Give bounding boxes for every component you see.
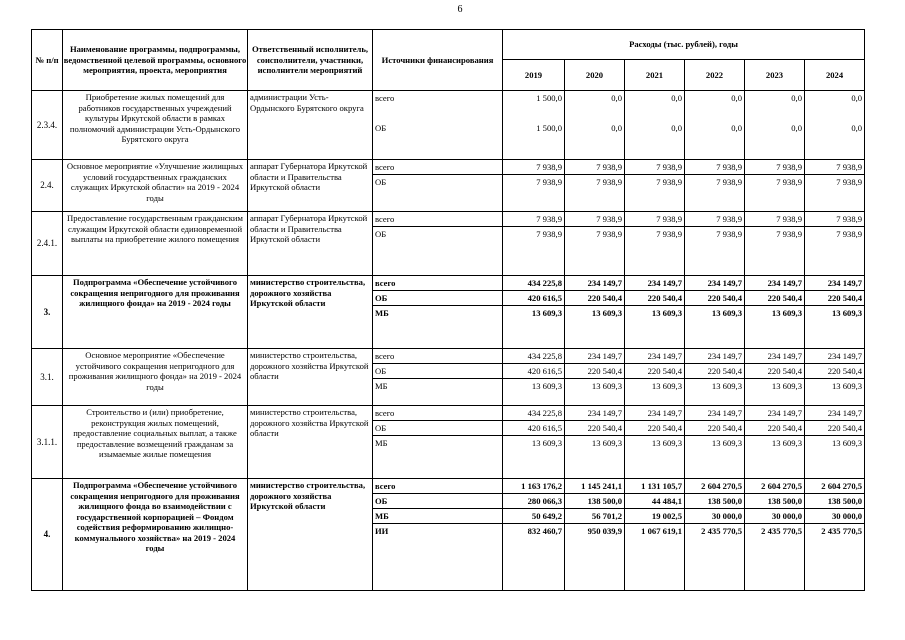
year-values	[565, 160, 625, 212]
year-values	[503, 212, 565, 276]
year-values	[745, 212, 805, 276]
amount-cell: 0,0	[611, 93, 622, 103]
funding-source: всего	[373, 276, 502, 291]
row-responsible: министерство строительства, дорожного хозяйства Иркутской области	[248, 479, 373, 591]
funding-source: всего	[373, 160, 502, 175]
year-values	[685, 212, 745, 276]
amount-cell: 1 163 176,2	[503, 479, 564, 494]
funding-source: ИИ	[375, 526, 389, 536]
amount-cell: 138 500,0	[685, 494, 744, 509]
amount-cell: 44 484,1	[625, 494, 684, 509]
year-values	[745, 349, 805, 406]
year-values	[565, 212, 625, 276]
header-expenses: Расходы (тыс. рублей), годы	[503, 30, 865, 60]
amount-cell: 220 540,4	[565, 291, 624, 306]
amount-cell: 7 938,9	[716, 229, 742, 239]
row-sources	[373, 91, 503, 160]
amount-cell: 13 609,3	[771, 438, 802, 448]
amount-cell: 234 149,7	[745, 349, 804, 364]
amount-cell: 7 938,9	[685, 160, 744, 175]
amount-cell: 13 609,3	[832, 381, 863, 391]
amount-cell: 7 938,9	[503, 160, 564, 175]
amount-cell: 234 149,7	[805, 349, 864, 364]
row-responsible: аппарат Губернатора Иркутской области и Правительства Иркутской области	[248, 212, 373, 276]
year-values	[503, 479, 565, 591]
row-responsible: администрации Усть-Ордынского Бурятского округа	[248, 91, 373, 160]
year-values	[625, 479, 685, 591]
amount-cell: 30 000,0	[805, 509, 864, 524]
row-sources	[373, 349, 503, 406]
year-values	[685, 160, 745, 212]
amount-cell: 7 938,9	[836, 177, 863, 187]
amount-cell: 434 225,8	[503, 349, 564, 364]
amount-cell: 234 149,7	[805, 276, 864, 291]
amount-cell: 220 540,4	[625, 364, 684, 379]
amount-cell: 7 938,9	[836, 229, 863, 239]
row-number: 2.3.4.	[32, 91, 63, 160]
year-values	[565, 406, 625, 479]
amount-cell: 234 149,7	[685, 276, 744, 291]
amount-cell: 832 460,7	[527, 526, 562, 536]
amount-cell: 0,0	[851, 123, 863, 133]
row-responsible: аппарат Губернатора Иркутской области и Правительства Иркутской области	[248, 160, 373, 212]
amount-cell: 0,0	[791, 123, 802, 133]
amount-cell: 234 149,7	[565, 276, 624, 291]
amount-cell: 420 616,5	[503, 364, 564, 379]
header-year: 2021	[625, 60, 685, 91]
amount-cell: 220 540,4	[745, 364, 804, 379]
row-responsible: министерство строительства, дорожного хозяйства Иркутской области	[248, 406, 373, 479]
amount-cell: 0,0	[671, 93, 682, 103]
row-name: Подпрограмма «Обеспечение устойчивого сокращения непригодного для проживания жилищного фонда» на 2019 - 2024 годы	[63, 276, 248, 349]
amount-cell: 7 938,9	[596, 177, 622, 187]
year-values	[503, 276, 565, 349]
year-values	[565, 91, 625, 160]
funding-source: ОБ	[373, 494, 502, 509]
year-values	[745, 406, 805, 479]
amount-cell: 0,0	[611, 123, 622, 133]
amount-cell: 7 938,9	[536, 229, 562, 239]
amount-cell: 7 938,9	[596, 229, 622, 239]
amount-cell: 13 609,3	[771, 381, 802, 391]
amount-cell: 138 500,0	[745, 494, 804, 509]
funding-source: всего	[373, 212, 502, 227]
amount-cell: 0,0	[671, 123, 682, 133]
amount-cell: 1 500,0	[536, 123, 562, 133]
row-sources	[373, 212, 503, 276]
amount-cell: 13 609,3	[771, 308, 802, 318]
amount-cell: 13 609,3	[711, 438, 742, 448]
amount-cell: 7 938,9	[503, 212, 564, 227]
amount-cell: 138 500,0	[805, 494, 864, 509]
row-name: Строительство и (или) приобретение, реконструкция жилых помещений, предоставление социальных выплат, а также предоставление возмещений гражданам за изымаемые жилые помещения	[63, 406, 248, 479]
table-row	[32, 212, 865, 276]
table-row	[32, 91, 865, 160]
amount-cell: 7 938,9	[805, 160, 864, 175]
amount-cell: 420 616,5	[503, 421, 564, 436]
funding-source: ОБ	[373, 364, 502, 379]
funding-source: ОБ	[373, 291, 502, 306]
amount-cell: 280 066,3	[503, 494, 564, 509]
year-values	[625, 406, 685, 479]
header-name: Наименование программы, подпрограммы, ведомственной целевой программы, основного мероприятия, проекта, мероприятия	[63, 30, 248, 91]
funding-source: МБ	[375, 308, 389, 318]
amount-cell: 234 149,7	[685, 349, 744, 364]
amount-cell: 1 500,0	[536, 93, 562, 103]
header-year: 2020	[565, 60, 625, 91]
amount-cell: 234 149,7	[565, 349, 624, 364]
table-row	[32, 479, 865, 591]
funding-source: всего	[373, 406, 502, 421]
amount-cell: 220 540,4	[565, 421, 624, 436]
amount-cell: 7 938,9	[625, 160, 684, 175]
amount-cell: 13 609,3	[591, 308, 622, 318]
amount-cell: 1 067 619,1	[641, 526, 682, 536]
header-year: 2023	[745, 60, 805, 91]
funding-source: МБ	[375, 438, 388, 448]
header-no: № п/п	[32, 30, 63, 91]
amount-cell: 13 609,3	[591, 438, 622, 448]
amount-cell: 0,0	[791, 93, 802, 103]
amount-cell: 1 131 105,7	[625, 479, 684, 494]
funding-source: ОБ	[375, 123, 387, 133]
row-number: 2.4.1.	[32, 212, 63, 276]
year-values	[685, 479, 745, 591]
row-responsible: министерство строительства, дорожного хозяйства Иркутской области	[248, 349, 373, 406]
amount-cell: 13 609,3	[531, 308, 562, 318]
amount-cell: 420 616,5	[503, 291, 564, 306]
table-row	[32, 349, 865, 406]
amount-cell: 2 435 770,5	[821, 526, 863, 536]
row-sources	[373, 276, 503, 349]
amount-cell: 220 540,4	[685, 364, 744, 379]
funding-source: МБ	[373, 509, 502, 524]
amount-cell: 434 225,8	[503, 406, 564, 421]
row-responsible: министерство строительства, дорожного хозяйства Иркутской области	[248, 276, 373, 349]
year-values	[805, 349, 865, 406]
amount-cell: 0,0	[731, 93, 742, 103]
year-values	[805, 276, 865, 349]
year-values	[625, 349, 685, 406]
amount-cell: 234 149,7	[745, 276, 804, 291]
row-name: Приобретение жилых помещений для работников государственных учреждений культуры Иркутской области в рамках полномочий администрации Усть-Ордынского Бурятского округа	[63, 91, 248, 160]
year-values	[625, 212, 685, 276]
funding-source: всего	[373, 349, 502, 364]
amount-cell: 7 938,9	[565, 160, 624, 175]
amount-cell: 220 540,4	[685, 291, 744, 306]
row-number: 3.1.1.	[32, 406, 63, 479]
amount-cell: 220 540,4	[805, 421, 864, 436]
year-values	[625, 160, 685, 212]
row-name: Основное мероприятие «Обеспечение устойчивого сокращения непригодного для проживания жилищного фонда» на 2019 - 2024 годы	[63, 349, 248, 406]
row-name: Основное мероприятие «Улучшение жилищных условий государственных гражданских служащих Иркутской области» на 2019 - 2024 годы	[63, 160, 248, 212]
row-number: 3.	[32, 276, 63, 349]
funding-source: всего	[373, 479, 502, 494]
year-values	[745, 91, 805, 160]
financing-table	[31, 29, 865, 591]
amount-cell: 13 609,3	[711, 381, 742, 391]
row-sources	[373, 406, 503, 479]
funding-source: ОБ	[375, 177, 387, 187]
amount-cell: 220 540,4	[805, 291, 864, 306]
row-name: Предоставление государственным гражданским служащим Иркутской области единовременной выплаты на приобретение жилого помещения	[63, 212, 248, 276]
year-values	[805, 479, 865, 591]
amount-cell: 220 540,4	[685, 421, 744, 436]
amount-cell: 7 938,9	[656, 177, 682, 187]
amount-cell: 19 002,5	[625, 509, 684, 524]
row-number: 4.	[32, 479, 63, 591]
amount-cell: 7 938,9	[745, 160, 804, 175]
year-values	[685, 276, 745, 349]
amount-cell: 50 649,2	[503, 509, 564, 524]
amount-cell: 7 938,9	[656, 229, 682, 239]
amount-cell: 7 938,9	[805, 212, 864, 227]
amount-cell: 30 000,0	[685, 509, 744, 524]
amount-cell: 234 149,7	[625, 406, 684, 421]
amount-cell: 220 540,4	[745, 291, 804, 306]
year-values	[565, 479, 625, 591]
amount-cell: 0,0	[851, 93, 863, 103]
year-values	[625, 91, 685, 160]
amount-cell: 220 540,4	[565, 364, 624, 379]
year-values	[745, 160, 805, 212]
year-values	[503, 406, 565, 479]
amount-cell: 30 000,0	[745, 509, 804, 524]
year-values	[625, 276, 685, 349]
amount-cell: 13 609,3	[651, 381, 682, 391]
amount-cell: 13 609,3	[651, 308, 682, 318]
amount-cell: 234 149,7	[805, 406, 864, 421]
amount-cell: 234 149,7	[565, 406, 624, 421]
year-values	[685, 349, 745, 406]
year-values	[685, 406, 745, 479]
amount-cell: 2 435 770,5	[701, 526, 742, 536]
table-row	[32, 276, 865, 349]
table-row	[32, 160, 865, 212]
amount-cell: 7 938,9	[776, 229, 802, 239]
header-source: Источники финансирования	[373, 30, 503, 91]
amount-cell: 220 540,4	[805, 364, 864, 379]
amount-cell: 220 540,4	[625, 421, 684, 436]
funding-source: всего	[375, 93, 395, 103]
amount-cell: 13 609,3	[832, 438, 863, 448]
amount-cell: 138 500,0	[565, 494, 624, 509]
year-values	[565, 276, 625, 349]
year-values	[503, 91, 565, 160]
amount-cell: 7 938,9	[685, 212, 744, 227]
header-year: 2024	[805, 60, 865, 91]
amount-cell: 2 435 770,5	[761, 526, 802, 536]
year-values	[805, 160, 865, 212]
amount-cell: 7 938,9	[745, 212, 804, 227]
year-values	[745, 479, 805, 591]
amount-cell: 234 149,7	[625, 276, 684, 291]
amount-cell: 13 609,3	[591, 381, 622, 391]
amount-cell: 7 938,9	[625, 212, 684, 227]
amount-cell: 7 938,9	[565, 212, 624, 227]
amount-cell: 0,0	[731, 123, 742, 133]
year-values	[745, 276, 805, 349]
funding-source: МБ	[375, 381, 388, 391]
year-values	[805, 212, 865, 276]
amount-cell: 220 540,4	[745, 421, 804, 436]
amount-cell: 2 604 270,5	[685, 479, 744, 494]
amount-cell: 234 149,7	[745, 406, 804, 421]
row-sources	[373, 160, 503, 212]
amount-cell: 434 225,8	[503, 276, 564, 291]
header-year: 2022	[685, 60, 745, 91]
amount-cell: 13 609,3	[711, 308, 742, 318]
year-values	[805, 91, 865, 160]
amount-cell: 950 039,9	[587, 526, 622, 536]
funding-source: ОБ	[375, 229, 387, 239]
page-number: 6	[457, 4, 463, 15]
amount-cell: 13 609,3	[832, 308, 863, 318]
amount-cell: 13 609,3	[531, 438, 562, 448]
year-values	[503, 160, 565, 212]
row-name: Подпрограмма «Обеспечение устойчивого сокращения непригодного для проживания жилищного фонда во взаимодействии с государственной корпорацией – Фондом содействия реформированию жилищно-коммунального хозяйства» на 2019 - 2024 годы	[63, 479, 248, 591]
amount-cell: 2 604 270,5	[805, 479, 864, 494]
table-row	[32, 406, 865, 479]
year-values	[565, 349, 625, 406]
amount-cell: 7 938,9	[716, 177, 742, 187]
amount-cell: 2 604 270,5	[745, 479, 804, 494]
row-sources	[373, 479, 503, 591]
amount-cell: 234 149,7	[625, 349, 684, 364]
row-number: 2.4.	[32, 160, 63, 212]
header-year: 2019	[503, 60, 565, 91]
header-responsible: Ответственный исполнитель, соисполнители, участники, исполнители мероприятий	[248, 30, 373, 91]
funding-source: ОБ	[373, 421, 502, 436]
amount-cell: 234 149,7	[685, 406, 744, 421]
amount-cell: 7 938,9	[776, 177, 802, 187]
row-number: 3.1.	[32, 349, 63, 406]
amount-cell: 56 701,2	[565, 509, 624, 524]
year-values	[805, 406, 865, 479]
amount-cell: 7 938,9	[536, 177, 562, 187]
amount-cell: 1 145 241,1	[565, 479, 624, 494]
year-values	[685, 91, 745, 160]
amount-cell: 13 609,3	[531, 381, 562, 391]
amount-cell: 220 540,4	[625, 291, 684, 306]
year-values	[503, 349, 565, 406]
amount-cell: 13 609,3	[651, 438, 682, 448]
